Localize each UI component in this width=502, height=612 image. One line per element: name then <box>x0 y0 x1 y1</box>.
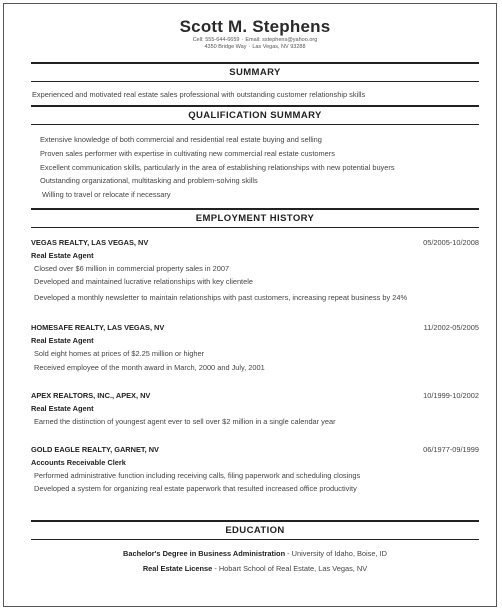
job-entry <box>31 238 479 305</box>
education-heading: EDUCATION <box>31 520 479 540</box>
job-dates: 11/2002-05/2005 <box>423 323 479 333</box>
job-entry <box>31 323 479 374</box>
list-item: Performed administrative function including receiving calls, filing paperwork and scheduling closings <box>34 470 361 480</box>
job-dates: 05/2005-10/2008 <box>423 237 479 247</box>
list-item: Received employee of the month award in March, 2000 and July, 2001 <box>34 362 265 372</box>
summary-text: Experienced and motivated real estate sales professional with outstanding customer relationship skills <box>32 90 366 99</box>
job-bullets <box>31 260 479 305</box>
list-item: Willing to travel or relocate if necessary <box>42 190 171 200</box>
candidate-name: Scott M. Stephens <box>179 17 331 36</box>
list-item: Excellent communication skills, particularly in the area of establishing relationships with new potential buyers <box>40 162 395 172</box>
street-address: 4350 Bridge Way <box>204 44 247 50</box>
qualification-section <box>31 105 479 208</box>
job-employer: APEX REALTORS, INC., APEX, NV <box>31 391 151 401</box>
job-dates: 06/1977-09/1999 <box>423 444 479 454</box>
education-entry <box>31 561 479 577</box>
job-employer: GOLD EAGLE REALTY, GARNET, NV <box>31 444 159 454</box>
city-state-zip: Las Vegas, NV 93288 <box>252 44 306 50</box>
job-entry <box>31 391 479 429</box>
job-title: Real Estate Agent <box>31 404 94 414</box>
job-entry <box>31 445 479 496</box>
list-item: Developed and maintained lucrative relationships with key clientele <box>34 277 253 287</box>
qualification-heading: QUALIFICATION SUMMARY <box>31 105 479 125</box>
job-title: Accounts Receivable Clerk <box>31 457 126 467</box>
list-item: Outstanding organizational, multitasking and problem-solving skills <box>40 176 258 186</box>
job-employer: HOMESAFE REALTY, LAS VEGAS, NV <box>31 323 165 333</box>
school: - University of Idaho, Boise, ID <box>285 548 387 558</box>
list-item: Sold eight homes at prices of $2.25 million or higher <box>34 349 205 359</box>
education-section <box>31 520 479 577</box>
resume-page <box>3 3 497 607</box>
list-item: Developed a monthly newsletter to maintain relationships with past customers, increasing repeat business by 24% <box>34 292 408 302</box>
list-item: Developed a system for organizing real estate paperwork that resulted increased office productivity <box>34 484 357 494</box>
job-title: Real Estate Agent <box>31 250 94 260</box>
education-entry <box>31 546 479 562</box>
email: Email: sstephens@yahoo.org <box>245 37 318 43</box>
employment-heading: EMPLOYMENT HISTORY <box>31 208 479 228</box>
job-dates: 10/1999-10/2002 <box>423 391 479 401</box>
job-title: Real Estate Agent <box>31 336 94 346</box>
degree: Real Estate License <box>142 564 213 574</box>
list-item: Extensive knowledge of both commercial and residential real estate buying and selling <box>40 135 322 144</box>
employment-section <box>31 208 479 496</box>
job-bullets <box>31 345 479 374</box>
summary-heading: SUMMARY <box>31 62 479 82</box>
list-item: Earned the distinction of youngest agent ever to sell over $2 million in a single calendar year <box>34 417 336 427</box>
cell-phone: Cell: 555-644-6659 <box>192 37 240 43</box>
summary-section <box>31 62 479 105</box>
job-bullets <box>31 467 479 496</box>
list-item: Closed over $6 million in commercial property sales in 2007 <box>34 263 230 273</box>
list-item: Proven sales performer with expertise in cultivating new commercial real estate customers <box>40 148 335 158</box>
degree: Bachelor's Degree in Business Administration <box>123 548 286 558</box>
job-employer: VEGAS REALTY, LAS VEGAS, NV <box>31 237 149 247</box>
qualification-list <box>31 125 479 208</box>
school: - Hobart School of Real Estate, Las Vegas, NV <box>212 564 368 574</box>
job-bullets <box>31 413 479 429</box>
resume-content <box>31 4 479 577</box>
contact-info: Cell: 555-644-6659 · Email: sstephens@yahoo.org 4350 Bridge Way · Las Vegas, NV 93288 <box>192 37 318 50</box>
